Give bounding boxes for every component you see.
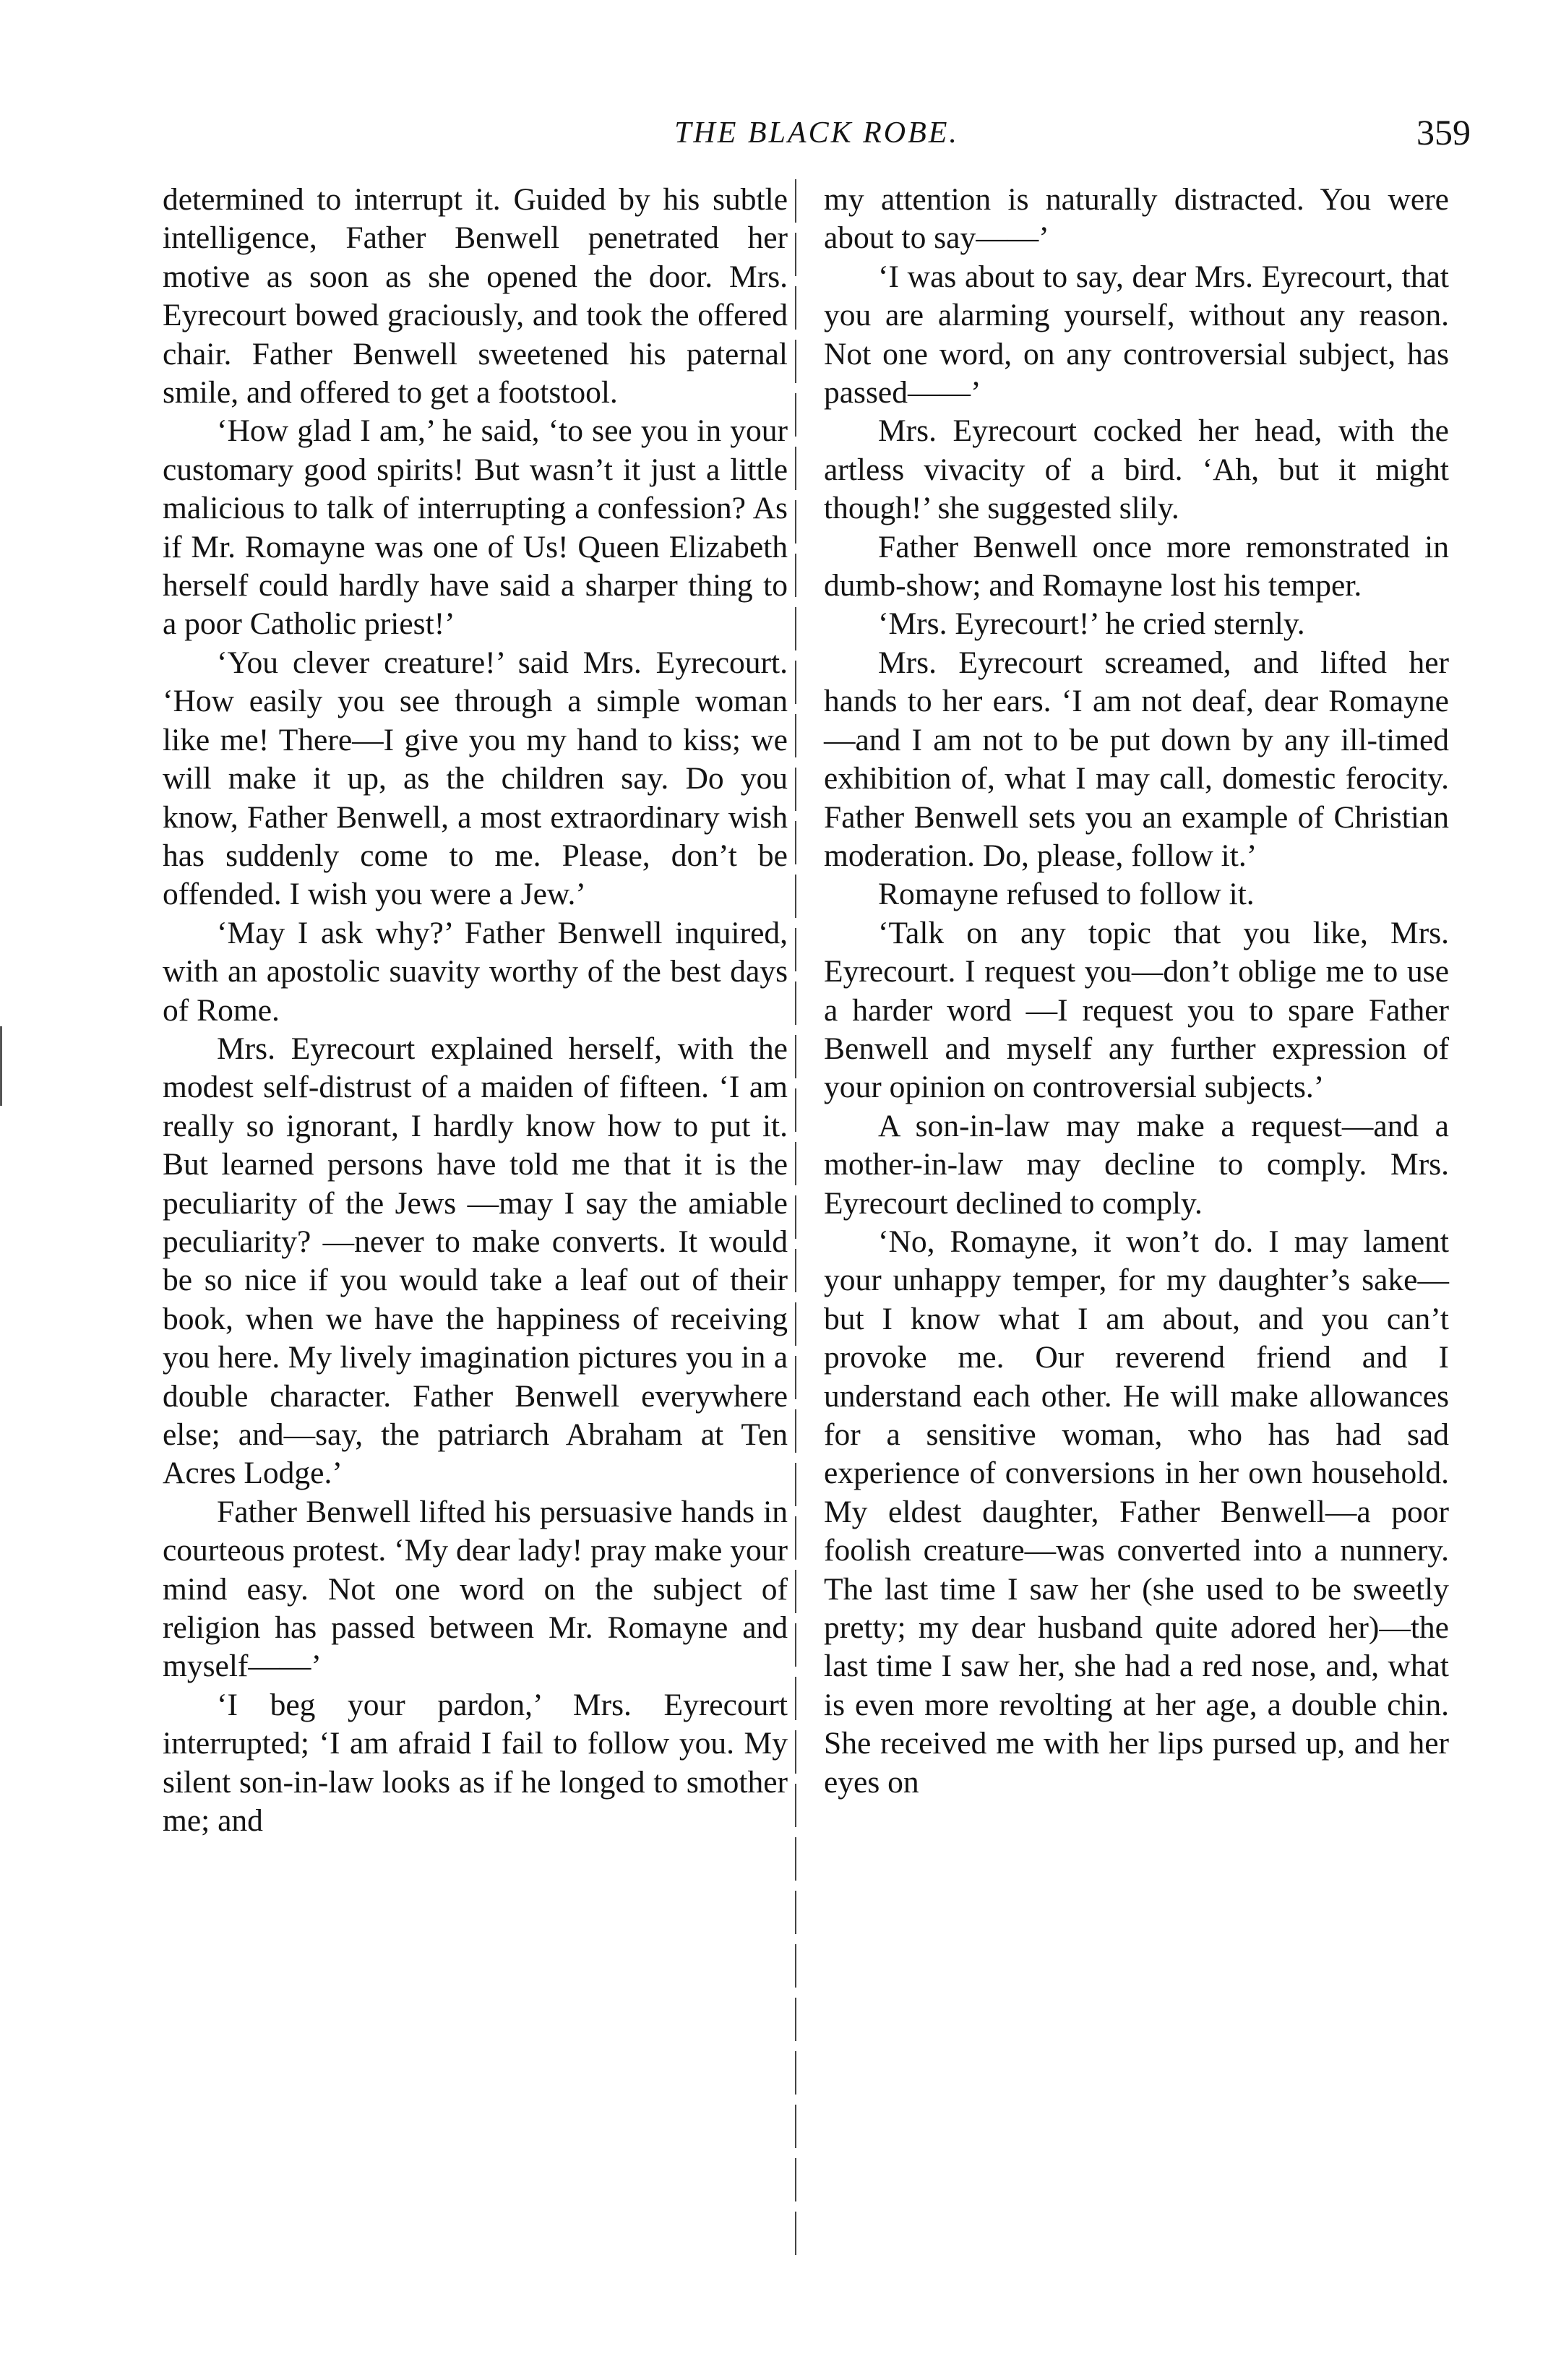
paragraph: Mrs. Eyrecourt screamed, and lifted her hands to her ears. ‘I am not deaf, dear Romayne—and I am not to be put down by any ill-timed exhibition of, what I may call, domestic ferocity. Father Benwell sets you an example of Christian moderation. Do, please, follow it.’ bbox=[824, 645, 1449, 873]
paragraph: Romayne refused to follow it. bbox=[878, 877, 1255, 912]
paragraph: ‘Talk on any topic that you like, Mrs. Eyrecourt. I request you—don’t oblige me to use a harder word —I request you to spare Father Benwell and myself any further expression of your opinion on controversial subjects.’ bbox=[824, 915, 1449, 1105]
page-number: 359 bbox=[1416, 112, 1471, 152]
paragraph: Father Benwell lifted his persuasive hands in courteous protest. ‘My dear lady! pray make your mind easy. Not one word on the subject of religion has passed between Mr. Romayne and myself——’ bbox=[163, 1494, 788, 1684]
paragraph: ‘No, Romayne, it won’t do. I may lament your unhappy temper, for my daughter’s sake—but I know what I am about, and you can’t provoke me. Our reverend friend and I understand each other. He will make allowances for a sensitive woman, who has had sad experience of conversions in her own household. My eldest daughter, Father Benwell—a poor foolish creature—was converted into a nunnery. The last time I saw her (she used to be sweetly pretty; my dear husband quite adored her)—the last time I saw her, she had a red nose, and, what is even more revolting at her age, a double chin. She received me with her lips pursed up, and her eyes on bbox=[824, 1224, 1449, 1800]
paragraph: Father Benwell once more remonstrated in dumb-show; and Romayne lost his temper. bbox=[824, 529, 1449, 603]
paragraph: determined to interrupt it. Guided by his subtle intelligence, Father Benwell penetrated her motive as soon as she opened the door. Mrs. Eyrecourt bowed graciously, and took the offered chair. Father Benwell sweetened his paternal smile, and offered to get a footstool. bbox=[163, 182, 788, 411]
paragraph: ‘I beg your pardon,’ Mrs. Eyrecourt interrupted; ‘I am afraid I fail to follow you. My silent son-in-law looks as if he longed to smother me; and bbox=[163, 1687, 788, 1839]
page-header bbox=[163, 112, 1471, 166]
paragraph: Mrs. Eyrecourt cocked her head, with the artless vivacity of a bird. ‘Ah, but it might though!’ she suggested slily. bbox=[824, 413, 1449, 526]
paragraph: ‘May I ask why?’ Father Benwell inquired, with an apostolic suavity worthy of the best days of Rome. bbox=[163, 915, 788, 1028]
left-column bbox=[163, 181, 788, 1840]
scan-edge-mark bbox=[0, 1026, 2, 1106]
paragraph: ‘You clever creature!’ said Mrs. Eyrecourt. ‘How easily you see through a simple woman like me! There—I give you my hand to kiss; we will make it up, as the children say. Do you know, Father Benwell, a most extraordinary wish has suddenly come to me. Please, don’t be offended. I wish you were a Jew.’ bbox=[163, 645, 788, 912]
running-title: THE BLACK ROBE. bbox=[674, 116, 959, 150]
right-column bbox=[824, 181, 1449, 1802]
paragraph: ‘I was about to say, dear Mrs. Eyrecourt, that you are alarming yourself, without any reason. Not one word, on any controversial subject, has passed——’ bbox=[824, 259, 1449, 411]
paragraph: ‘Mrs. Eyrecourt!’ he cried sternly. bbox=[878, 606, 1305, 642]
paragraph: Mrs. Eyrecourt explained herself, with the modest self-distrust of a maiden of fifteen. ‘I am really so ignorant, I hardly know how to put it. But learned persons have told me that it is the peculiarity of the Jews —may I say the amiable peculiarity? —never to make converts. It would be so nice if you would take a leaf out of their book, when we have the happiness of receiving you here. My lively imagination pictures you in a double character. Father Benwell everywhere else; and—say, the patriarch Abraham at Ten Acres Lodge.’ bbox=[163, 1031, 788, 1491]
paragraph: ‘How glad I am,’ he said, ‘to see you in your customary good spirits! But wasn’t it just a little malicious to talk of interrupting a confession? As if Mr. Romayne was one of Us! Queen Elizabeth herself could hardly have said a sharper thing to a poor Catholic priest!’ bbox=[163, 413, 788, 642]
paragraph: my attention is naturally distracted. You were about to say——’ bbox=[824, 182, 1449, 256]
paragraph: A son-in-law may make a request—and a mother-in-law may decline to comply. Mrs. Eyrecourt declined to comply. bbox=[824, 1108, 1449, 1221]
column-divider bbox=[795, 179, 796, 2261]
